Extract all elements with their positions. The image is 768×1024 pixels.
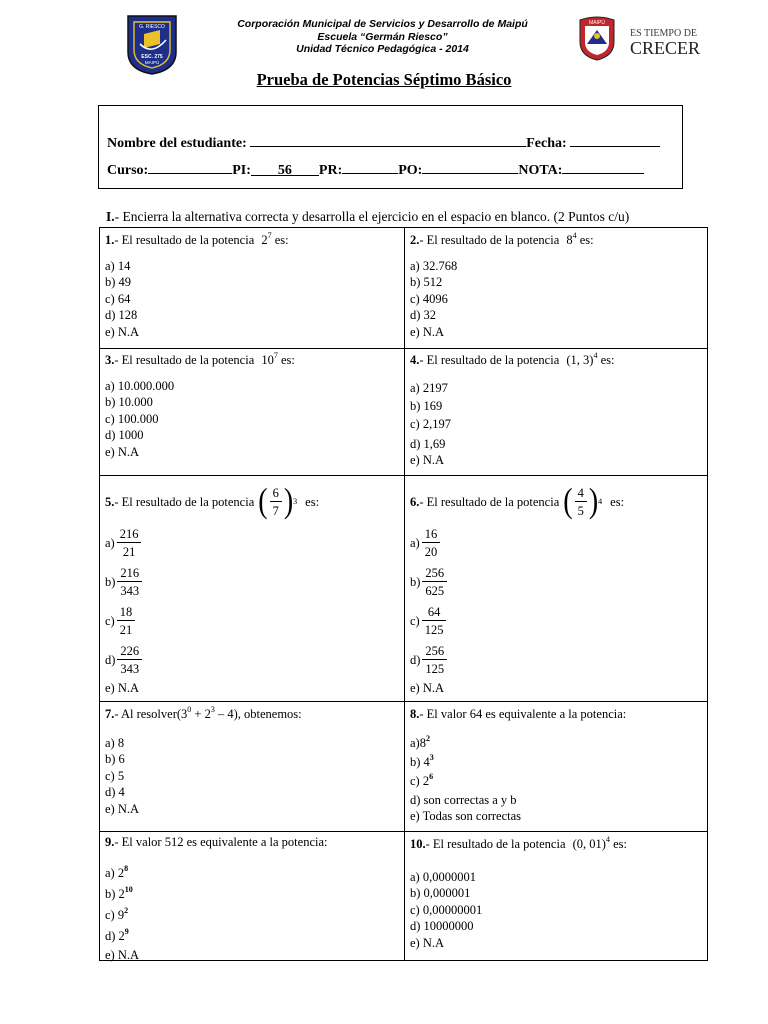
option-c[interactable]: c) $9^2$ [105,905,129,922]
option-e[interactable]: e) N.A [410,935,445,950]
option-a[interactable]: a) $2^8$ [105,863,129,880]
questions-table [99,227,708,961]
option-a[interactable]: a) 14 [105,258,131,273]
svg-text:MAIPÚ: MAIPÚ [589,20,605,26]
power-expression: (0, 01)$^4$ [572,835,610,851]
fraction-power-expression: ( $\frac{4}{5}$ ) 4 [563,482,603,521]
option-b[interactable]: b) 10.000 [105,395,153,410]
power-expression: (1, 3)$^4$ [566,351,598,367]
po-field[interactable] [422,161,518,174]
question-2: 2.- El resultado de la potencia $8^4$ es: a) 32.768 b) 512 c) 4096 d) 32 e) N.A [410,231,594,339]
option-c[interactable]: c) 0,00000001 [410,902,483,917]
name-label: Nombre del estudiante: [107,136,247,151]
option-c[interactable]: c) 64 [105,291,131,306]
option-d[interactable]: d) $2^9$ [105,926,129,943]
option-d[interactable]: d) 32 [410,308,437,323]
option-a[interactable]: a) 0,0000001 [410,869,476,884]
pi-label: PI: [232,163,251,178]
pi-value: 56 [277,163,292,178]
option-c[interactable]: c) $2^6$ [410,771,434,788]
question-4: 4.- El resultado de la potencia (1, 3)$^4$ es: a) 2197 b) 169 c) 2,197 d) 1,69 e) N.A [410,351,615,467]
option-a[interactable]: a) 2197 [410,380,448,395]
es-tiempo-de-crecer-logo [628,24,712,58]
option-b[interactable]: b) $\frac{216}{343}$ [105,563,319,602]
option-d[interactable]: d) $\frac{226}{343}$ [105,641,319,680]
svg-text:ES TIEMPO DE: ES TIEMPO DE [630,28,698,39]
student-info-box [98,105,683,189]
option-c[interactable]: c) $\frac{64}{125}$ [410,602,624,641]
option-b[interactable]: b) $\frac{256}{625}$ [410,563,624,602]
maipu-crest-logo [577,14,617,62]
option-b[interactable]: b) 6 [105,752,125,767]
power-expression: $8^4$ [566,231,577,247]
option-d[interactable]: d) $\frac{256}{125}$ [410,641,624,680]
power-expression: $10^7$ [261,351,278,367]
option-e[interactable]: e) N.A [105,947,140,962]
nota-field[interactable] [562,161,644,174]
course-field[interactable] [148,161,232,174]
name-field[interactable] [250,134,526,147]
option-e[interactable]: e) N.A [410,681,445,695]
svg-text:MAIPÚ: MAIPÚ [144,60,160,65]
pr-label: PR: [318,163,343,178]
option-a[interactable]: a) 32.768 [410,258,458,273]
section-number: I. [106,209,115,224]
option-e[interactable]: e) N.A [105,444,140,459]
header-line-3: Unidad Técnico Pedagógica - 2014 [296,43,469,55]
pr-field[interactable] [342,161,398,174]
course-row [107,161,644,179]
question-8: 8.- El valor 64 es equivalente a la potencia: $a)8^2$ b) $4^3$ c) $2^6$ d) son correctas a y b e) Todas son correctas [410,707,627,824]
question-3: 3.- El resultado de la potencia $10^7$ es: a) 10.000.000 b) 10.000 c) 100.000 d) 1000 e) N.A [105,351,295,459]
option-a[interactable]: a) $\frac{216}{21}$ [105,524,319,563]
option-b[interactable]: b) $4^3$ [410,752,434,769]
option-b[interactable]: b) $2^{10}$ [105,884,133,901]
page-title: Prueba de Potencias Séptimo Básico [256,70,512,89]
svg-text:CRECER: CRECER [630,38,701,58]
option-a[interactable]: a) 10.000.000 [105,378,175,393]
question-6: 6. - El resultado de la potencia ( $\frac{4}{5}$ ) 4 es: a) $\frac{16}{20}$ b) $\frac{256}{625}$ c) $\frac{64}{125}$ d) $\frac{256}{125}$ e) N.A [410,482,625,695]
option-c[interactable]: c) 100.000 [105,411,159,426]
option-a[interactable]: a) 8 [105,735,125,750]
option-d[interactable]: d) 128 [105,308,138,323]
pi-field[interactable] [251,163,319,176]
po-label: PO: [398,163,423,178]
svg-text:G. RIESCO: G. RIESCO [139,24,165,30]
option-a[interactable]: $a)8^2$ [410,733,430,750]
question-1: 1.- El resultado de la potencia $2^7$ es: a) 14 b) 49 c) 64 d) 128 e) N.A [105,231,289,339]
option-c[interactable]: c) $\frac{18}{21}$ [105,602,319,641]
option-d[interactable]: d) 10000000 [410,919,474,934]
option-c[interactable]: c) 5 [105,768,125,783]
school-crest-logo [126,14,178,76]
course-label: Curso: [107,163,149,178]
option-b[interactable]: b) 0,000001 [410,886,471,901]
svg-text:ESC. 275: ESC. 275 [141,54,163,60]
question-5: 5. - El resultado de la potencia ( $\frac{6}{7}$ ) 3 es: a) $\frac{216}{21}$ b) $\frac{216}{343}$ c) $\frac{18}{21}$ d) $\frac{226}{343}$ e) N.A [105,482,320,695]
option-e[interactable]: e) Todas son correctas [410,809,522,824]
option-b[interactable]: b) 49 [105,275,132,290]
nota-label: NOTA: [518,163,563,178]
option-d[interactable]: d) 4 [105,785,125,800]
option-e[interactable]: e) N.A [105,324,140,339]
question-7: 7.- Al $resolver(3^0 + 2^3 - 4)$, obtenemos: a) 8 b) 6 c) 5 d) 4 e) N.A [105,705,302,816]
date-field[interactable] [570,134,660,147]
option-e[interactable]: e) N.A [410,452,445,467]
option-c[interactable]: c) 4096 [410,291,448,306]
option-d[interactable]: d) 1000 [105,428,144,443]
question-9: 9.- El valor 512 es equivalente a la potencia: a) $2^8$ b) $2^{10}$ c) $9^2$ d) $2^9$ e) N.A [105,835,328,962]
option-e[interactable]: e) N.A [410,324,445,339]
instructions [106,209,629,225]
option-a[interactable]: a) $\frac{16}{20}$ [410,524,624,563]
question-10: 10.- El resultado de la potencia (0, 01)$^4$ es: a) 0,0000001 b) 0,000001 c) 0,00000001 d) 10000000 e) N.A [410,835,627,950]
option-e[interactable]: e) N.A [105,681,140,695]
fraction-power-expression: ( $\frac{6}{7}$ ) 3 [258,482,298,521]
institution-header [180,18,585,56]
student-name-row [107,134,660,152]
header-line-1: Corporación Municipal de Servicios y Desarrollo de Maipú [237,18,528,30]
power-expression: $2^7$ [261,231,272,247]
header-line-2: Escuela “Germán Riesco” [317,30,448,43]
instructions-text: - Encierra la alternativa correcta y desarrolla el ejercicio en el espacio en blanco. (2 Puntos c/u) [114,209,630,224]
option-e[interactable]: e) N.A [105,801,140,816]
date-label: Fecha: [526,136,567,151]
expression: $(3^0 + 2^3 - 4)$, obtenemos: [176,705,302,721]
option-b[interactable]: b) 512 [410,275,443,290]
option-c[interactable]: c) 2,197 [410,416,451,431]
option-b[interactable]: b) 169 [410,398,443,413]
option-d[interactable]: d) 1,69 [410,436,446,451]
option-d[interactable]: d) son correctas a y b [410,792,517,807]
